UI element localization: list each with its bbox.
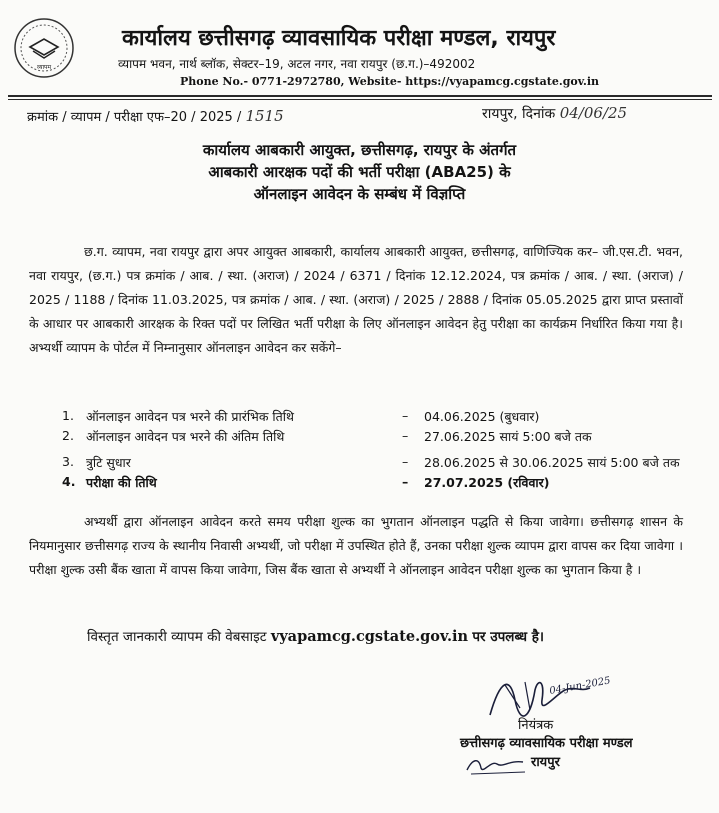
body-paragraph-2 [29, 510, 683, 582]
org-title: कार्यालय छत्तीसगढ़ व्यावसायिक परीक्षा मण्डल, रायपुर [122, 26, 556, 51]
date-prefix: रायपुर, दिनांक [482, 106, 556, 122]
org-contact: Phone No.- 0771-2972780, Website- https://vyapamcg.cgstate.gov.in [180, 75, 600, 88]
website-line [87, 627, 544, 645]
logo-text: व्यापम [36, 64, 52, 71]
date-handwritten: 04/06/25 [559, 104, 628, 122]
para2-text: अभ्यर्थी द्वारा ऑनलाइन आवेदन करते समय परीक्षा शुल्क का भुगतान ऑनलाइन पद्धति से किया जावेगा। छत्तीसगढ़ शासन के नियमानुसार छत्तीसगढ़ राज्य के स्थानीय निवासी अभ्यर्थी, जो परीक्षा में उपस्थित होते हैं, उनका परीक्षा शुल्क व्यापम द्वारा वापस कर दिया जावेगा । परीक्षा शुल्क उसी बैंक खाता में वापस किया जावेगा, जिस बैंक खाता से अभ्यर्थी ने ऑनलाइन आवेदन परीक्षा शुल्क का भुगतान किया है । [29, 514, 683, 577]
signatory-city: रायपुर [531, 755, 560, 770]
schedule-list [62, 408, 702, 494]
signature-date: 04-Jun-2025 [548, 675, 612, 697]
subject-line-2: आबकारी आरक्षक पदों की भर्ती परीक्षा (ABA25) के [208, 163, 511, 181]
body-paragraph-1 [29, 240, 683, 360]
schedule-item-3: 3. त्रुटि सुधार – 28.06.2025 से 30.06.2025 सायं 5:00 बजे तक [62, 454, 680, 470]
signatory-designation: नियंत्रक [518, 718, 554, 733]
reference-prefix: क्रमांक / व्यापम / परीक्षा एफ–20 / 2025 / [27, 110, 242, 125]
schedule-item-2: 2. ऑनलाइन आवेदन पत्र भरने की अंतिम तिथि – 27.06.2025 सायं 5:00 बजे तक [62, 428, 592, 444]
initials-signature [463, 752, 533, 778]
reference-number [27, 107, 284, 125]
vyapam-logo [13, 17, 75, 79]
schedule-item-1: 1. ऑनलाइन आवेदन पत्र भरने की प्रारंभिक तिथि – 04.06.2025 (बुधवार) [62, 408, 540, 424]
reference-date [482, 104, 627, 123]
subject-line-1: कार्यालय आबकारी आयुक्त, छत्तीसगढ़, रायपुर के अंतर्गत [202, 141, 517, 159]
website-link[interactable]: vyapamcg.cgstate.gov.in [270, 628, 469, 645]
signatory-org: छत्तीसगढ़ व्यावसायिक परीक्षा मण्डल [460, 736, 633, 751]
schedule-item-4: 4. परीक्षा की तिथि – 27.07.2025 (रविवार) [62, 474, 550, 490]
controller-signature [480, 660, 640, 730]
header-rule [8, 95, 712, 97]
website-suffix: पर उपलब्ध है। [472, 629, 544, 645]
website-prefix: विस्तृत जानकारी व्यापम की वेबसाइट [87, 629, 267, 645]
org-address: व्यापम भवन, नार्थ ब्लॉक, सेक्टर–19, अटल नगर, नवा रायपुर (छ.ग.)–492002 [118, 57, 476, 71]
header-rule-thin [8, 99, 712, 100]
subject-line-3: ऑनलाइन आवेदन के सम्बंध में विज्ञप्ति [253, 185, 466, 203]
para1-text: छ.ग. व्यापम, नवा रायपुर द्वारा अपर आयुक्त आबकारी, कार्यालय आबकारी आयुक्त, छत्तीसगढ़, वाणिज्यिक कर– जी.एस.टी. भवन, नवा रायपुर, (छ.ग.) पत्र क्रमांक / आब. / स्था. (अराज) / 2024 / 6371 / दिनांक 12.12.2024, पत्र क्रमांक / आब. / स्था. (अराज) / 2025 / 1188 / दिनांक 11.03.2025, पत्र क्रमांक / आब. / स्था. (अराज) / 2025 / 2888 / दिनांक 05.05.2025 द्वारा प्राप्त प्रस्तावों के आधार पर आबकारी आरक्षक के रिक्त पदों पर लिखित भर्ती परीक्षा के लिए ऑनलाइन आवेदन हेतु परीक्षा का कार्यक्रम निर्धारित किया गया है। अभ्यर्थी व्यापम के पोर्टल में निम्नानुसार ऑनलाइन आवेदन कर सकेंगे– [29, 244, 683, 355]
reference-handwritten-number: 1515 [245, 107, 284, 125]
